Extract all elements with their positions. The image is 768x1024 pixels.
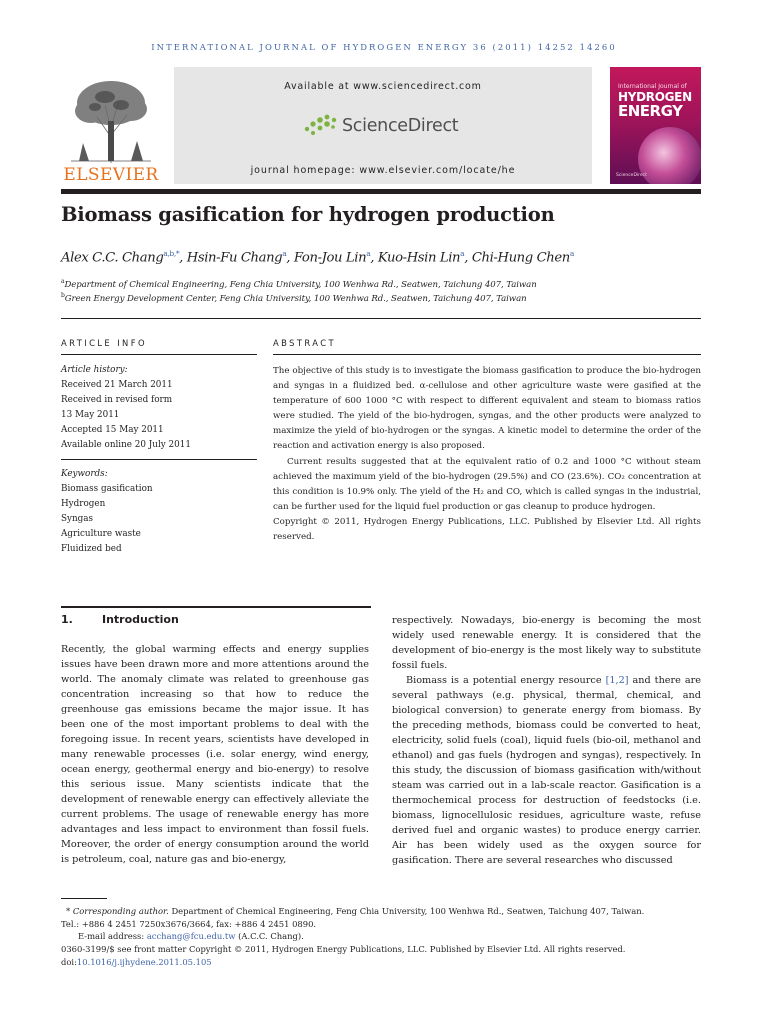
body-paragraph [392, 673, 701, 868]
sciencedirect-dots-icon [302, 113, 340, 139]
journal-homepage-text[interactable]: journal homepage: www.elsevier.com/locate/he [250, 165, 516, 176]
history-item: Received 21 March 2011 [61, 380, 173, 390]
cover-artwork [638, 127, 701, 184]
abstract-heading: ABSTRACT [273, 338, 336, 348]
journal-header: INTERNATIONAL JOURNAL OF HYDROGEN ENERGY 36 (2011) 14252 14260 [151, 42, 617, 52]
footnote-email [78, 931, 304, 941]
sciencedirect-wordmark: ScienceDirect [342, 116, 459, 136]
cover-line-3: ENERGY [618, 102, 683, 120]
intro-right-column [392, 613, 701, 868]
body-paragraph: Recently, the global warming effects and energy supplies issues have been drawn more and more attentions around the world. The anomaly climate was related to greenhouse gas concentration increasing so that how to reduce the greenhouse gas emissions became the major issue. It has been one of the most important problems to deal with the foregoing issue. In recent years, scientists have developed in many renewable processes (i.e. solar energy, wind energy, ocean energy, geothermal energy and bio-energy) to resolve this serious issue. Many scientists indicate that the development of renewable energy can effectively alleviate the current problems. The usage of renewable energy has more advantages and less impact to environment than fossil fuels. Moreover, the order of energy consumption around the world is petroleum, coal, nature gas and bio-energy, [61, 644, 369, 865]
cover-footer: ScienceDirect [616, 173, 647, 178]
available-at-text[interactable]: Available at www.sciencedirect.com [284, 81, 482, 92]
divider [61, 318, 701, 319]
author-sup[interactable]: a [460, 249, 465, 258]
history-item: Available online 20 July 2011 [61, 440, 191, 450]
footnote-rule [61, 898, 107, 899]
abstract-paragraph: Current results suggested that at the equivalent ratio of 0.2 and 1000 °C without steam achieved the maximum yield of the bio-hydrogen (29.5%) and CO (23.6%). CO₂ concentration at this condition is 10.9% only. The yield of the H₂ and CO, which is called syngas in the industrial, can be further used for the liquid fuel production or gas cleanup to produce hydrogen. [273, 456, 701, 512]
email-label: E-mail address: [78, 931, 147, 941]
header-rule [61, 189, 701, 194]
journal-cover[interactable] [610, 67, 701, 184]
keyword[interactable]: Agriculture waste [61, 529, 141, 539]
article-title: Biomass gasification for hydrogen production [61, 203, 555, 226]
keywords-label: Keywords: [61, 469, 108, 479]
body-text: Biomass is a potential energy resource [406, 675, 606, 686]
author-name[interactable]: Kuo-Hsin Lin [377, 250, 461, 266]
footnote-issn: 0360-3199/$ see front matter Copyright © 2011, Hydrogen Energy Publications, LLC. Published by Elsevier Ltd. All rights reserved. [61, 944, 626, 954]
keyword[interactable]: Hydrogen [61, 499, 106, 509]
divider [61, 354, 257, 355]
history-label: Article history: [61, 365, 128, 375]
divider [273, 354, 701, 355]
elsevier-wordmark: ELSEVIER [63, 165, 159, 185]
affiliation-text: Department of Chemical Engineering, Feng Chia University, 100 Wenhwa Rd., Seatwen, Taichung 407, Taiwan [64, 279, 537, 290]
abstract-body [273, 364, 701, 545]
author-name[interactable]: Alex C.C. Chang [61, 250, 164, 266]
abstract-copyright: Copyright © 2011, Hydrogen Energy Publications, LLC. Published by Elsevier Ltd. All rights reserved. [273, 516, 701, 543]
keyword[interactable]: Syngas [61, 514, 94, 524]
abstract-paragraph: The objective of this study is to investigate the biomass gasification to produce the bio-hydrogen and syngas in a fluidized bed. α-cellulose and other agriculture waste were gasified at the temperature of 600 1000 °C with respect to different equivalent and steam to biomass ratios were studied. The yield of the bio-hydrogen, syngas, and the other products were analyzed to maximize the yield of bio-hydrogen or the syngas. A kinetic model to determine the order of the reaction and activation energy is also proposed. [273, 366, 701, 452]
history-item: Received in revised form [61, 395, 173, 405]
doi-link[interactable]: 10.1016/j.ijhydene.2011.05.105 [76, 957, 212, 967]
affiliation-sup: b [61, 292, 65, 299]
author-sup[interactable]: a,b,* [163, 249, 180, 258]
affiliation [61, 292, 527, 304]
article-info-heading: ARTICLE INFO [61, 338, 147, 348]
section-title: Introduction [102, 613, 179, 626]
sciencedirect-banner [174, 67, 592, 184]
doi-label: doi: [61, 957, 77, 967]
author-sup[interactable]: a [282, 249, 287, 258]
author-name[interactable]: Hsin-Fu Chang [186, 250, 283, 266]
affiliation [61, 278, 537, 290]
cover-line-1: International Journal of [618, 83, 687, 90]
corresponding-author-note [66, 906, 644, 916]
footnote-text: Department of Chemical Engineering, Feng Chia University, 100 Wenhwa Rd., Seatwen, Taichung 407, Taiwan. [171, 906, 645, 916]
elsevier-logo[interactable] [61, 77, 161, 185]
keyword[interactable]: Biomass gasification [61, 484, 153, 494]
history-item: Accepted 15 May 2011 [61, 425, 164, 435]
author-list: Alex C.C. Chang$^{a,b,*}$, Hsin-Fu Chang$^a$, Fon-Jou Lin$^a$, Kuo-Hsin Lin$^a$, Chi-Hung Chen$^a$ [61, 249, 574, 266]
author-sup[interactable]: a [569, 249, 574, 258]
section-number: 1. [61, 613, 73, 626]
body-text: and there are several pathways (e.g. physical, thermal, chemical, and biological conversion) to generate energy from biomass. By the preceding methods, biomass could be converted to heat, electricity, solid fuels (coal), liquid fuels (bio-oil, methanol and ethanol) and gas fuels (hydrogen and syngas), respectively. In this study, the discussion of biomass gasification with/without steam was carried out in a lab-scale reactor. Gasification is a thermochemical process for destruction of feedstocks (i.e. biomass, lignocellulosic residues, agriculture waste, refuse derived fuel and organic wastes) to produce energy carrier. Air has been widely used as the oxygen source for gasification. There are several researches who discussed [392, 675, 702, 866]
divider [61, 459, 257, 460]
affiliation-text: Green Energy Development Center, Feng Chia University, 100 Wenhwa Rd., Seatwen, Taichung 407, Taiwan [64, 293, 527, 304]
author-sup[interactable]: a [366, 249, 371, 258]
body-paragraph: respectively. Nowadays, bio-energy is becoming the most widely used renewable energy. It is considered that the development of bio-energy is the most likely way to substitute fossil fuels. [392, 615, 701, 671]
footnote-label: Corresponding author. [72, 906, 169, 916]
affiliation-sup: a [61, 278, 65, 285]
footnote-tel: Tel.: +886 4 2451 7250x3676/3664, fax: +886 4 2451 0890. [61, 919, 317, 929]
author-name[interactable]: Fon-Jou Lin [293, 250, 367, 266]
intro-left-column [61, 642, 369, 867]
email-link[interactable]: acchang@fcu.edu.tw [146, 931, 236, 941]
sciencedirect-logo[interactable] [302, 111, 472, 143]
email-tail: (A.C.C. Chang). [235, 931, 304, 941]
keyword[interactable]: Fluidized bed [61, 544, 122, 554]
author-name[interactable]: Chi-Hung Chen [471, 250, 570, 266]
footnote-doi [61, 957, 212, 967]
footnote-mark: * [66, 906, 71, 916]
cover-line-2: HYDROGEN [618, 90, 692, 104]
divider [61, 606, 371, 608]
history-item: 13 May 2011 [61, 410, 120, 420]
citation-link[interactable]: [1,2] [605, 675, 629, 686]
